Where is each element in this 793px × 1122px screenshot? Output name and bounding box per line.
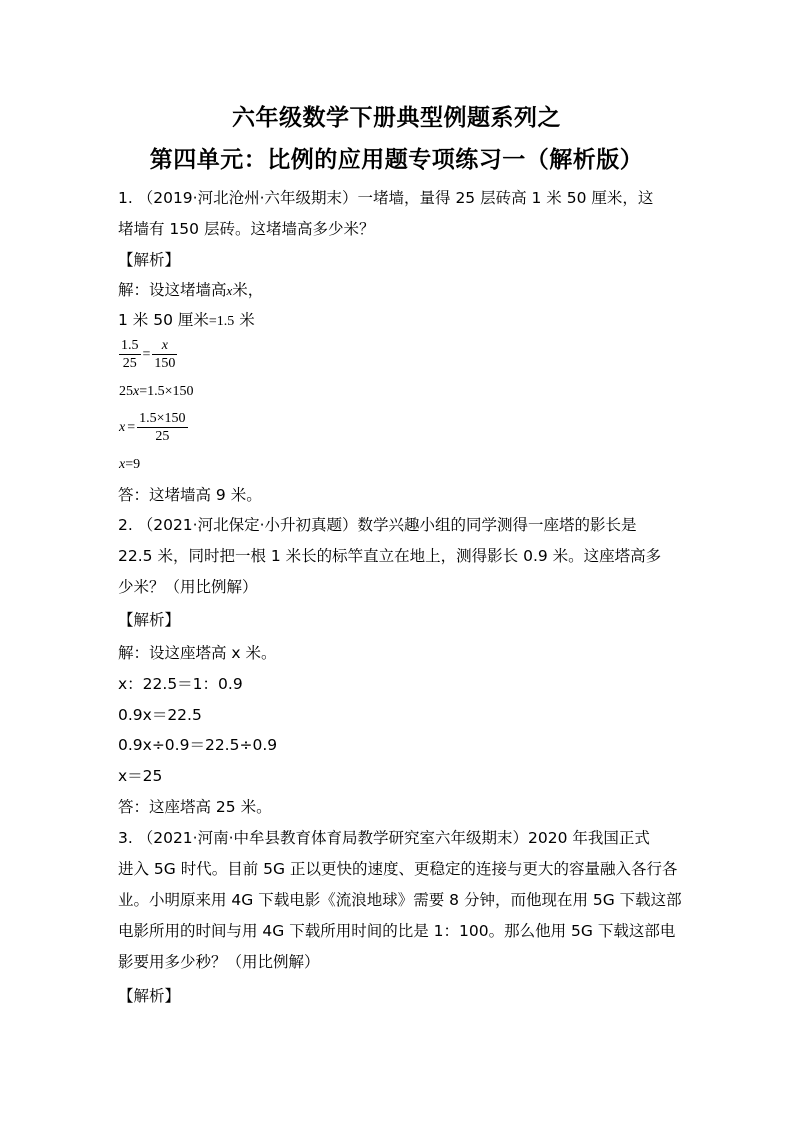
- eq4-variable: x: [119, 457, 126, 472]
- question-3-text-line-3: 业。小明原来用 4G 下载电影《流浪地球》需要 8 分钟，而他现在用 5G 下载这部: [118, 891, 682, 909]
- question-2-solution-line-2: x：22.5＝1：0.9: [118, 675, 243, 693]
- eq2-variable: x: [133, 384, 140, 399]
- question-1-solution-intro: [118, 280, 263, 301]
- fraction-right: [152, 337, 177, 372]
- question-3-text-line-2: 进入 5G 时代。目前 5G 正以更快的速度、更稳定的连接与更大的容量融入各行各: [118, 860, 678, 878]
- equals-sign: =: [142, 346, 151, 362]
- question-1-equation-proportion: [119, 337, 177, 372]
- fraction-left-denominator: 25: [122, 356, 137, 371]
- solution-intro-variable: x: [226, 283, 233, 298]
- question-1-answer: 答：这堵墙高 9 米。: [118, 486, 262, 504]
- question-1-analysis-label: 【解析】: [118, 251, 181, 269]
- eq3-equals: =: [127, 419, 136, 435]
- conversion-math: =1.5: [208, 314, 235, 329]
- question-2-solution-line-3: 0.9x＝22.5: [118, 706, 202, 724]
- solution-intro-suffix: 米，: [232, 281, 264, 299]
- question-2-solution-line-4: 0.9x÷0.9＝22.5÷0.9: [118, 736, 278, 754]
- question-1-text-line-2: 堵墙有 150 层砖。这堵墙高多少米？: [118, 220, 375, 238]
- eq4-rhs: =9: [125, 457, 141, 472]
- question-2-text-line-1: 2. （2021·河北保定·小升初真题）数学兴趣小组的同学测得一座塔的影长是: [118, 516, 637, 534]
- question-3-text-line-5: 影要用多少秒？（用比例解）: [118, 953, 320, 971]
- eq3-variable: x: [119, 419, 126, 435]
- fraction-right-numerator: x: [161, 338, 169, 353]
- question-1-text-line-1: 1. （2019·河北沧州·六年级期末）一堵墙，量得 25 层砖高 1 米 50 厘米，这: [118, 189, 654, 207]
- fraction-right-denominator: 150: [154, 356, 176, 371]
- eq2-coefficient: 25: [119, 384, 133, 399]
- question-2-answer: 答：这座塔高 25 米。: [118, 798, 272, 816]
- eq3-denominator: 25: [155, 429, 170, 444]
- conversion-prefix: 1 米 50 厘米: [118, 311, 209, 329]
- question-3-analysis-label: 【解析】: [118, 987, 181, 1005]
- question-2-solution-line-5: x＝25: [118, 767, 163, 785]
- question-3-text-line-4: 电影所用的时间与用 4G 下载所用时间的比是 1：100。那么他用 5G 下载这部电: [118, 922, 676, 940]
- question-2-analysis-label: 【解析】: [118, 611, 181, 629]
- document-title-series: 六年级数学下册典型例题系列之: [232, 105, 561, 131]
- conversion-suffix: 米: [239, 311, 255, 329]
- eq3-fraction: [137, 410, 187, 445]
- question-1-equation-2: [119, 383, 194, 401]
- document-title-unit: 第四单元：比例的应用题专项练习一（解析版）: [149, 147, 644, 173]
- solution-intro-prefix: 解：设这堵墙高: [118, 281, 227, 299]
- question-2-text-line-3: 少米？（用比例解）: [118, 578, 258, 596]
- fraction-left-numerator: 1.5: [121, 338, 139, 353]
- fraction-left: [119, 337, 141, 372]
- eq2-rhs: =1.5×150: [139, 384, 194, 399]
- question-1-equation-4: [119, 456, 140, 474]
- question-2-text-line-2: 22.5 米，同时把一根 1 米长的标竿直立在地上，测得影长 0.9 米。这座塔高多: [118, 547, 662, 565]
- question-1-unit-conversion: [118, 310, 255, 332]
- question-3-text-line-1: 3. （2021·河南·中牟县教育体育局教学研究室六年级期末）2020 年我国正式: [118, 829, 650, 847]
- question-1-equation-3: [119, 410, 188, 445]
- question-2-solution-line-1: 解：设这座塔高 x 米。: [118, 644, 277, 662]
- eq3-numerator: 1.5×150: [139, 411, 186, 426]
